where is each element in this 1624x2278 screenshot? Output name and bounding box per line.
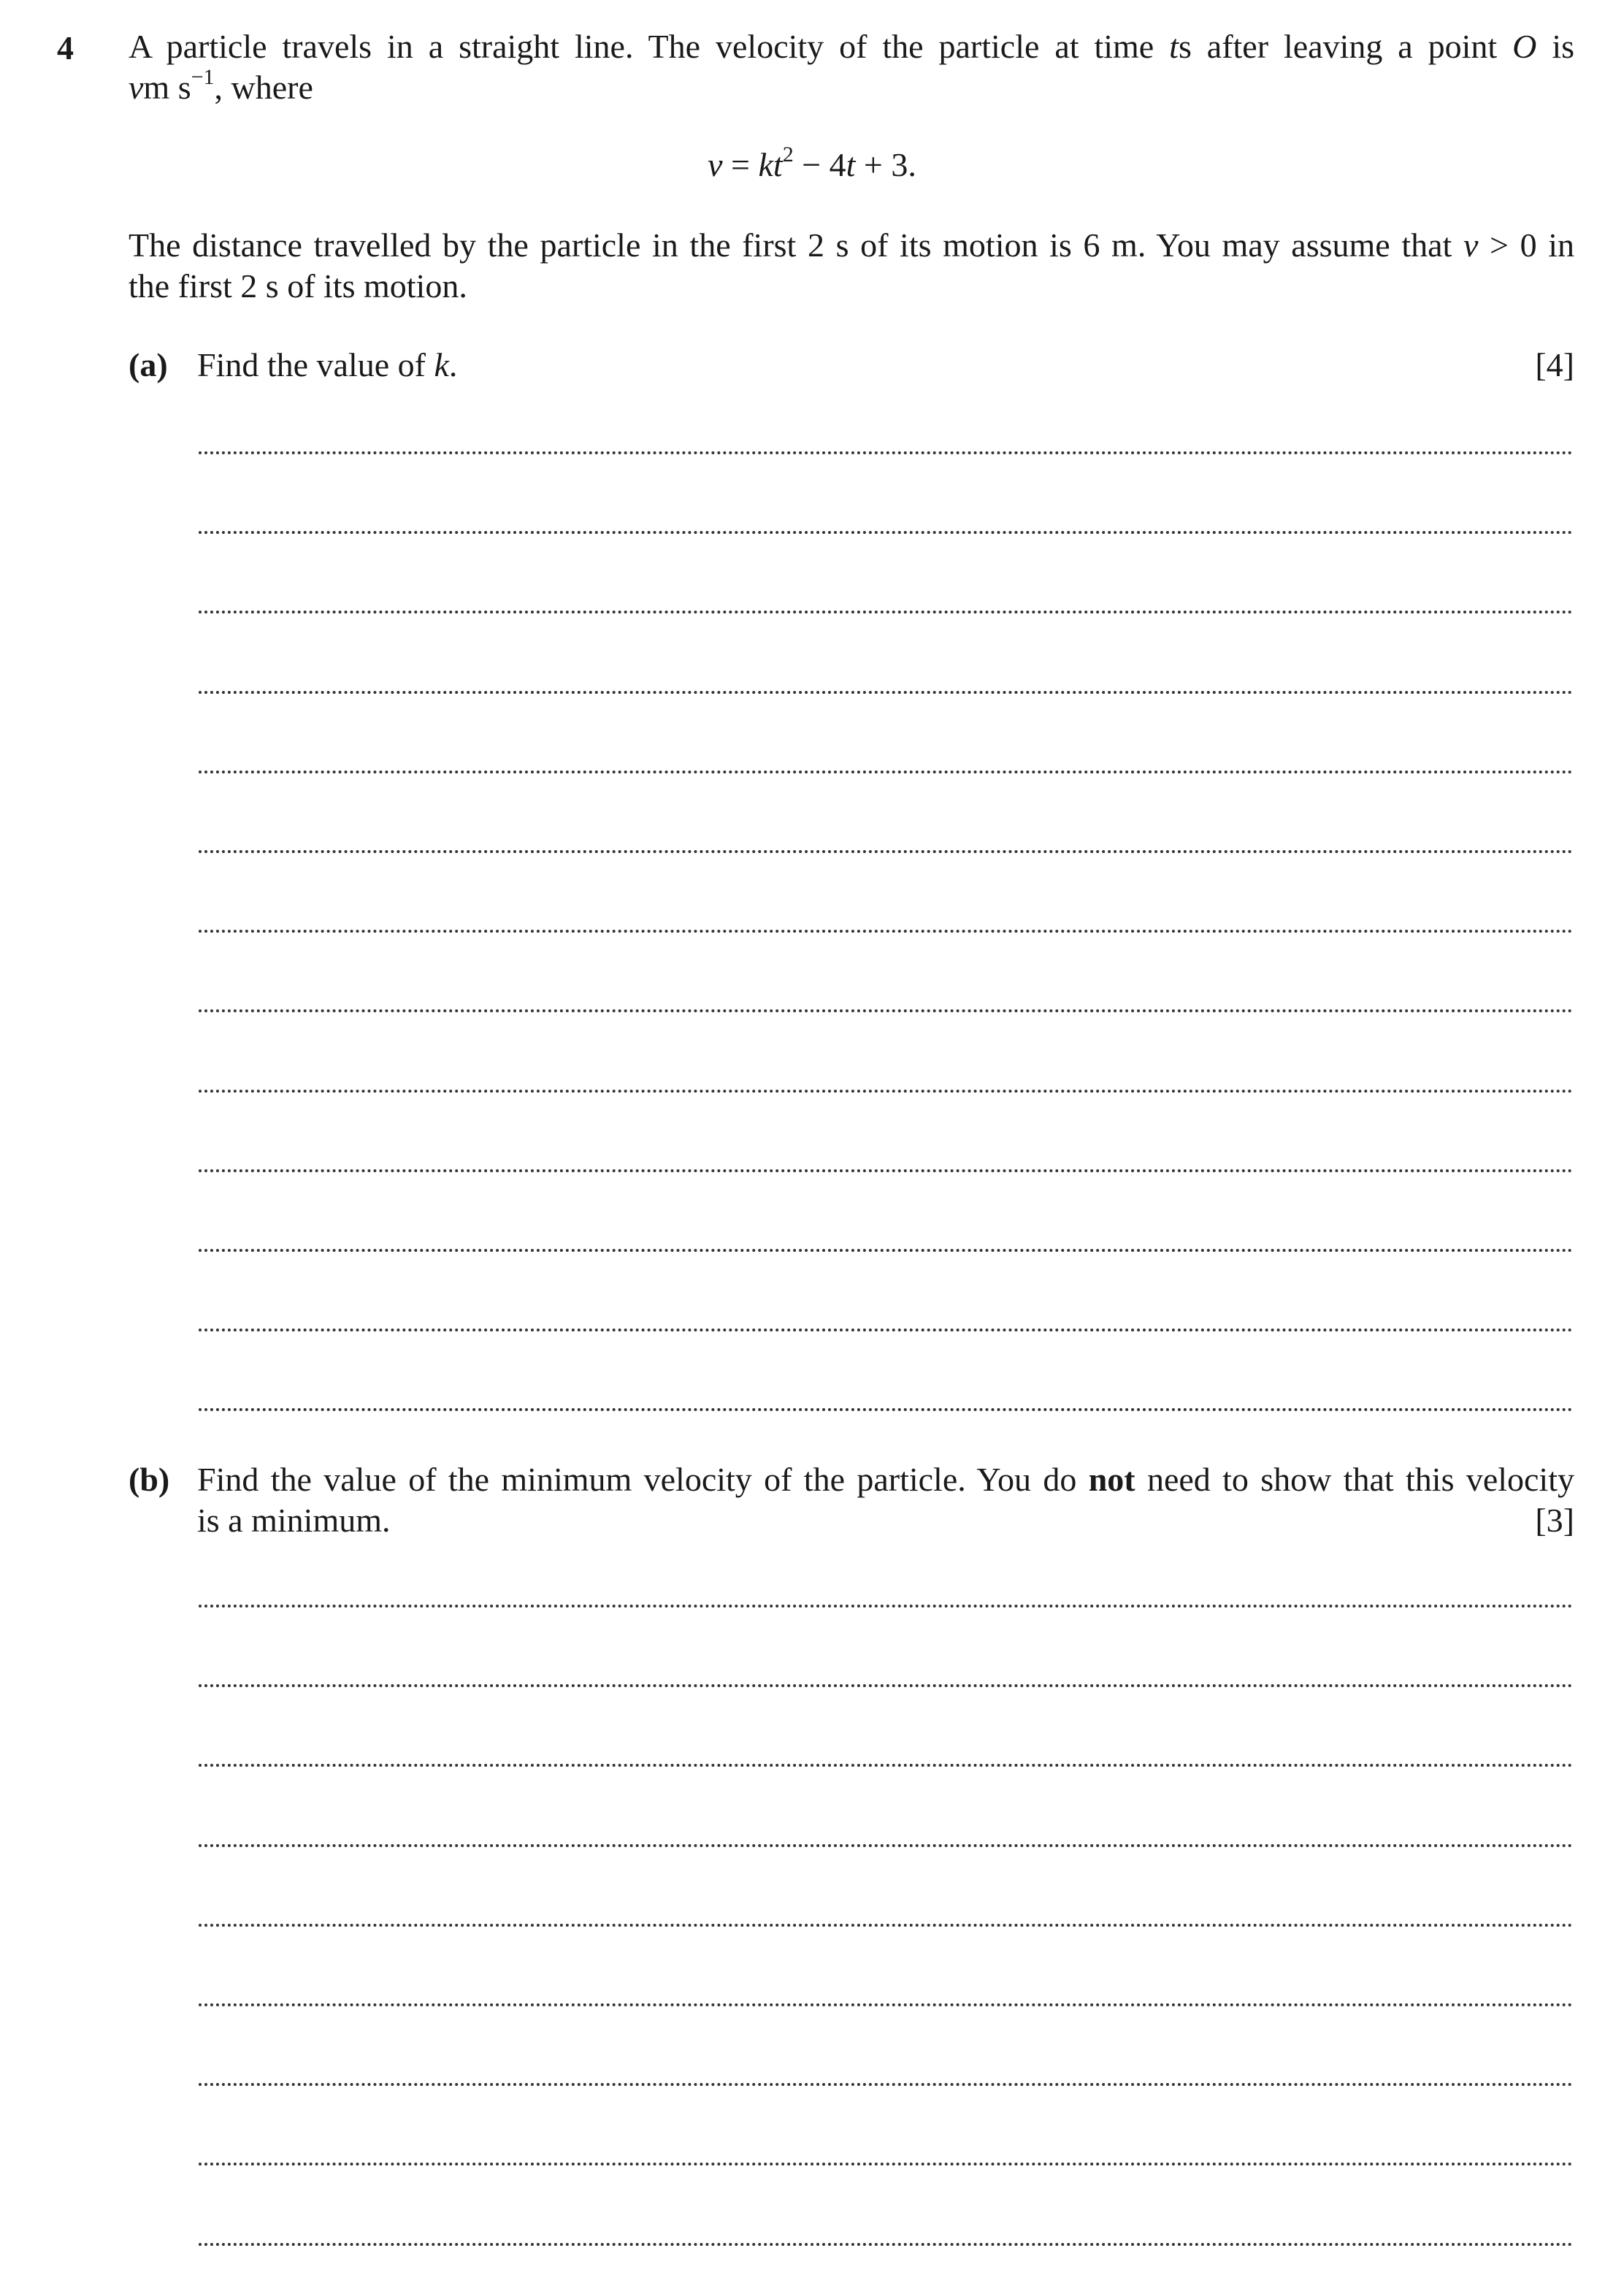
part-a-prompt: Find the value of (197, 346, 426, 383)
part-a-period: . (448, 346, 458, 383)
distance-var-v: v (1463, 226, 1479, 264)
intro-is: is (1552, 28, 1575, 65)
answer-line[interactable] (199, 1009, 1573, 1012)
intro-unit-exponent: −1 (191, 65, 215, 89)
intro-text-tail: s after leaving a point (1178, 28, 1498, 65)
part-b-label: (b) (129, 1461, 170, 1498)
part-b-prompt-3: is a minimum. (197, 1502, 391, 1539)
part-a-text (197, 345, 1574, 386)
answer-line[interactable] (199, 1605, 1573, 1608)
intro-where: , where (214, 69, 313, 106)
answer-line[interactable] (199, 1924, 1573, 1927)
question-number: 4 (57, 29, 74, 66)
answer-line[interactable] (199, 2083, 1573, 2086)
answer-line[interactable] (199, 930, 1573, 933)
part-b-marks: [3] (1535, 1502, 1574, 1539)
answer-line[interactable] (199, 1249, 1573, 1252)
answer-line[interactable] (199, 2163, 1573, 2166)
intro-var-t: t (1169, 28, 1179, 65)
answer-line[interactable] (199, 1684, 1573, 1687)
eq-minus-four: − 4 (793, 146, 846, 183)
distance-text: The distance travelled by the particle in the first 2 s of its motion is 6 m. You may assume that (129, 226, 1452, 264)
eq-v: v (708, 146, 723, 183)
answer-line[interactable] (199, 1408, 1573, 1411)
answer-line[interactable] (199, 531, 1573, 534)
velocity-equation (0, 142, 1624, 190)
part-b-bold-not: not (1088, 1461, 1135, 1498)
part-b-text (197, 1459, 1574, 1541)
answer-line[interactable] (199, 1329, 1573, 1331)
distance-statement (129, 225, 1574, 307)
intro-text: A particle travels in a straight line. The velocity of the particle at time (129, 28, 1154, 65)
eq-k: k (758, 146, 773, 183)
eq-plus-three: + 3. (855, 146, 916, 183)
eq-equals: = (722, 146, 759, 183)
distance-gt: > 0 in (1478, 226, 1575, 264)
distance-text-2: the first 2 s of its motion. (129, 267, 467, 305)
part-a-marks: [4] (1535, 346, 1574, 383)
answer-line[interactable] (199, 771, 1573, 773)
part-b-prompt-2: need to show that this velocity (1146, 1461, 1574, 1498)
answer-line[interactable] (199, 850, 1573, 853)
answer-line[interactable] (199, 1169, 1573, 1172)
intro-var-v: v (129, 69, 144, 106)
part-b-prompt-1: Find the value of the minimum velocity of the particle. You do (197, 1461, 1077, 1498)
answer-line[interactable] (199, 451, 1573, 454)
part-a-label: (a) (129, 346, 168, 383)
answer-line[interactable] (199, 691, 1573, 694)
eq-t-squared: t (773, 146, 783, 183)
eq-exponent: 2 (782, 142, 794, 167)
answer-line[interactable] (199, 1764, 1573, 1767)
intro-var-O: O (1512, 28, 1537, 65)
answer-line[interactable] (199, 2003, 1573, 2006)
answer-line[interactable] (199, 2243, 1573, 2246)
answer-line[interactable] (199, 1090, 1573, 1093)
intro-unit: m s (143, 69, 191, 106)
answer-line[interactable] (199, 611, 1573, 614)
eq-t: t (846, 146, 856, 183)
answer-line[interactable] (199, 1844, 1573, 1847)
question-intro (129, 26, 1574, 112)
part-a-var-k: k (434, 346, 449, 383)
